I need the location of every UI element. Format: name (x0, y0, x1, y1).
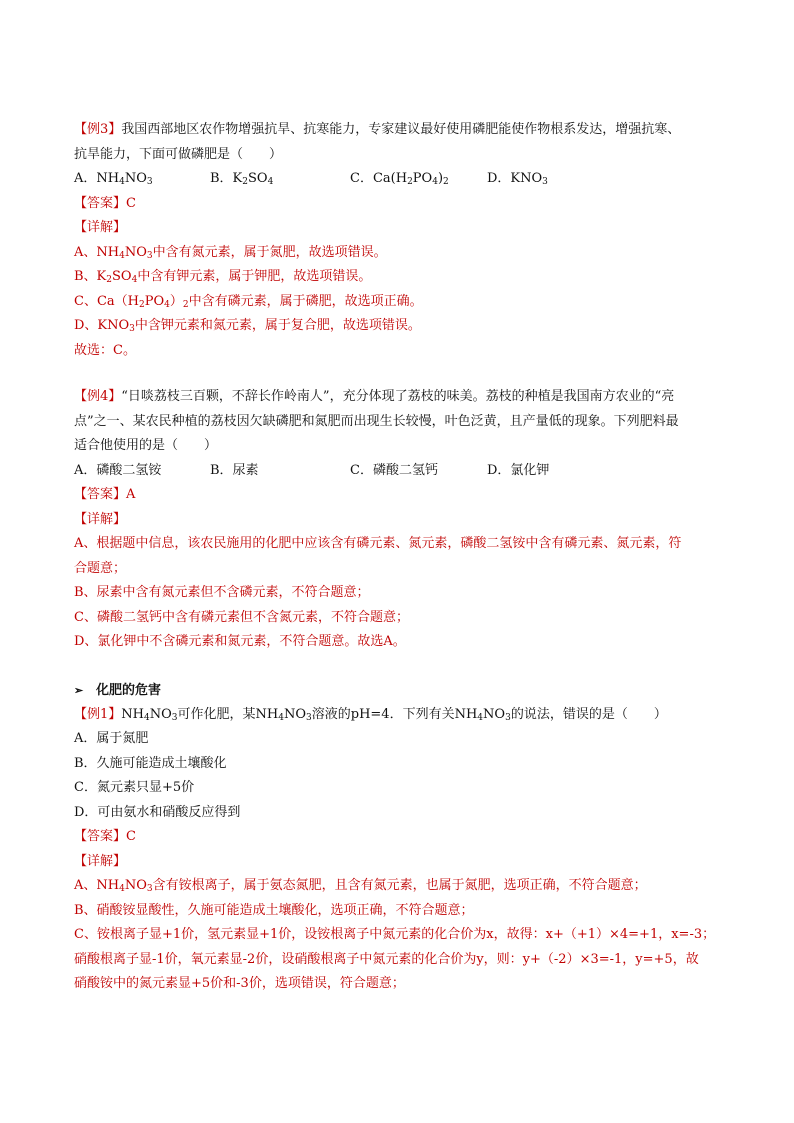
q4-detail-a-line2: 合题意； (74, 560, 127, 576)
q1-answer: 【答案】C (74, 829, 136, 844)
q3-option-d: D．$KNO_3$ (487, 171, 548, 187)
q3-options (74, 167, 734, 192)
q3-detail-a: A、$NH_4NO_3$中含有氮元素，属于氮肥，故选项错误。 (74, 244, 387, 261)
q3-answer: 【答案】C (74, 195, 136, 211)
arrow-bullet-icon: ➢ (74, 683, 84, 697)
q3-label: 【例3】 (74, 122, 122, 137)
q1-detail-c-line2: 硝酸根离子显-1价，氧元素显-2价，设硝酸根离子中氮元素的化合价为y，则：y+（-2）×3=-1，y=+5，故 (74, 951, 699, 967)
q4-label: 【例4】 (74, 389, 122, 404)
q1-option-d: D．可由氨水和硝酸反应得到 (74, 804, 241, 820)
q1-stem: 【例1】$NH_4NO_3$可作化肥，某$NH_4NO_3$溶液的pH=4．下列有关$NH_4NO_3$的说法，错误的是（ ） (74, 706, 667, 723)
q4-option-c: C．磷酸二氢钙 (350, 462, 438, 478)
q1-label: 【例1】 (74, 706, 122, 722)
q4-detail-d: D、氯化钾中不含磷元素和氮元素，不符合题意。故选A。 (74, 634, 406, 649)
spacer (74, 655, 734, 677)
q3-conclusion: 故选：C。 (74, 342, 136, 358)
q4-stem-line2: 点”之一、某农民种植的荔枝因欠缺磷肥和氮肥而出现生长较慢，叶色泛黄，且产量低的现象。下列肥料最 (74, 413, 679, 429)
q4-detail-b: B、尿素中含有氮元素但不含磷元素，不符合题意； (74, 585, 370, 600)
q3-detail-d: D、$KNO_3$中含钾元素和氮元素，属于复合肥，故选项错误。 (74, 318, 421, 334)
q1-detail-c-line1: C、铵根离子显+1价，氢元素显+1价，设铵根离子中氮元素的化合价为x，故得：x+（+1）×4=+1，x=-3； (74, 927, 716, 942)
section-title: 化肥的危害 (96, 682, 162, 698)
q4-detail-a-line1: A、根据题中信息，该农民施用的化肥中应该含有磷元素、氮元素，磷酸二氢铵中含有磷元素、氮元素，符 (74, 536, 682, 551)
q1-option-b: B．久施可能造成土壤酸化 (74, 755, 227, 771)
q1-option-a: A．属于氮肥 (74, 731, 149, 746)
q3-detail-b: B、$K_2SO_4$中含有钾元素，属于钾肥，故选项错误。 (74, 269, 372, 285)
q4-option-d: D．氯化钾 (487, 462, 550, 478)
q3-stem-line1: 【例3】我国西部地区农作物增强抗旱、抗寒能力，专家建议最好使用磷肥能使作物根系发达，增强抗寒、 (74, 122, 681, 137)
q4-detail-c: C、磷酸二氢钙中含有磷元素但不含氮元素，不符合题意； (74, 609, 409, 625)
q1-detail-a: A、$NH_4NO_3$含有铵根离子，属于氨态氮肥，且含有氮元素，也属于氮肥，选项正确，不符合题意； (74, 878, 647, 894)
q1-detail-b: B、硝酸铵显酸性，久施可能造成土壤酸化，选项正确，不符合题意； (74, 902, 474, 918)
q3-option-c: C．$Ca(H_2PO_4)_2$ (350, 171, 449, 187)
q1-detail-label: 【详解】 (74, 853, 127, 869)
q4-detail-label: 【详解】 (74, 511, 127, 527)
q1-detail-c-line3: 硝酸铵中的氮元素显+5价和-3价，选项错误，符合题意； (74, 976, 405, 991)
spacer (74, 363, 734, 385)
q4-stem-line1: 【例4】“日啖荔枝三百颗，不辞长作岭南人”，充分体现了荔枝的味美。荔枝的种植是我国南方农业的“亮 (74, 389, 675, 404)
section-heading (74, 679, 734, 703)
q3-detail-c: C、$Ca(H_2PO_4)_2$中含有磷元素，属于磷肥，故选项正确。 (74, 293, 423, 310)
q4-options (74, 459, 734, 484)
document-content (74, 118, 734, 997)
q3-detail-label: 【详解】 (74, 220, 127, 235)
q3-option-b: B．$K_2SO_4$ (210, 171, 274, 187)
q4-stem-line3: 适合他使用的是（ ） (74, 438, 218, 453)
q3-option-a: A．$NH_4NO_3$ (74, 171, 153, 187)
q4-option-a: A．磷酸二氢铵 (74, 462, 162, 478)
q1-option-c: C．氮元素只显+5价 (74, 780, 195, 795)
q4-option-b: B．尿素 (210, 462, 259, 478)
q3-stem-line2: 抗旱能力，下面可做磷肥是（ ） (74, 146, 283, 162)
q4-answer: 【答案】A (74, 487, 136, 502)
